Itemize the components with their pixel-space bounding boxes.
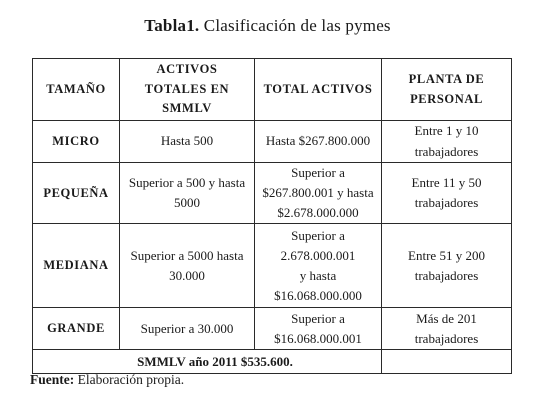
table-row xyxy=(33,163,512,224)
header-size: TAMAÑO xyxy=(33,59,120,121)
row-size-label: GRANDE xyxy=(33,308,120,350)
row-size-label: MEDIANA xyxy=(33,224,120,308)
table-footer-row xyxy=(33,350,512,374)
source-note xyxy=(30,372,184,388)
pymes-classification-table xyxy=(32,58,512,374)
table-caption xyxy=(0,16,535,36)
table-row xyxy=(33,308,512,350)
table-header-row xyxy=(33,59,512,121)
table-row xyxy=(33,224,512,308)
source-label: Fuente: xyxy=(30,372,75,387)
row-size-label: PEQUEÑA xyxy=(33,163,120,224)
table-footer-empty-cell xyxy=(382,350,512,374)
header-total-assets: TOTAL ACTIVOS xyxy=(255,59,382,121)
cell-total-assets: Hasta $267.800.000 xyxy=(255,121,382,163)
source-text: Elaboración propia. xyxy=(77,372,185,387)
table-footnote: SMMLV año 2011 $535.600. xyxy=(33,350,382,374)
table-row xyxy=(33,121,512,163)
cell-staff: Entre 51 y 200 trabajadores xyxy=(382,224,512,308)
table-caption-label: Tabla1. xyxy=(144,16,200,35)
cell-assets-smmlv: Superior a 500 y hasta 5000 xyxy=(120,163,255,224)
cell-total-assets: Superior a $267.800.001 y hasta $2.678.000.000 xyxy=(255,163,382,224)
cell-staff: Más de 201 trabajadores xyxy=(382,308,512,350)
row-size-label: MICRO xyxy=(33,121,120,163)
cell-total-assets: Superior a 2.678.000.001 y hasta $16.068.000.000 xyxy=(255,224,382,308)
cell-assets-smmlv: Superior a 30.000 xyxy=(120,308,255,350)
cell-staff: Entre 11 y 50 trabajadores xyxy=(382,163,512,224)
header-staff: PLANTA DE PERSONAL xyxy=(382,59,512,121)
cell-staff: Entre 1 y 10 trabajadores xyxy=(382,121,512,163)
cell-assets-smmlv: Hasta 500 xyxy=(120,121,255,163)
table-caption-text: Clasificación de las pymes xyxy=(203,16,391,35)
header-assets-smmlv: ACTIVOS TOTALES EN SMMLV xyxy=(120,59,255,121)
cell-assets-smmlv: Superior a 5000 hasta 30.000 xyxy=(120,224,255,308)
cell-total-assets: Superior a $16.068.000.001 xyxy=(255,308,382,350)
